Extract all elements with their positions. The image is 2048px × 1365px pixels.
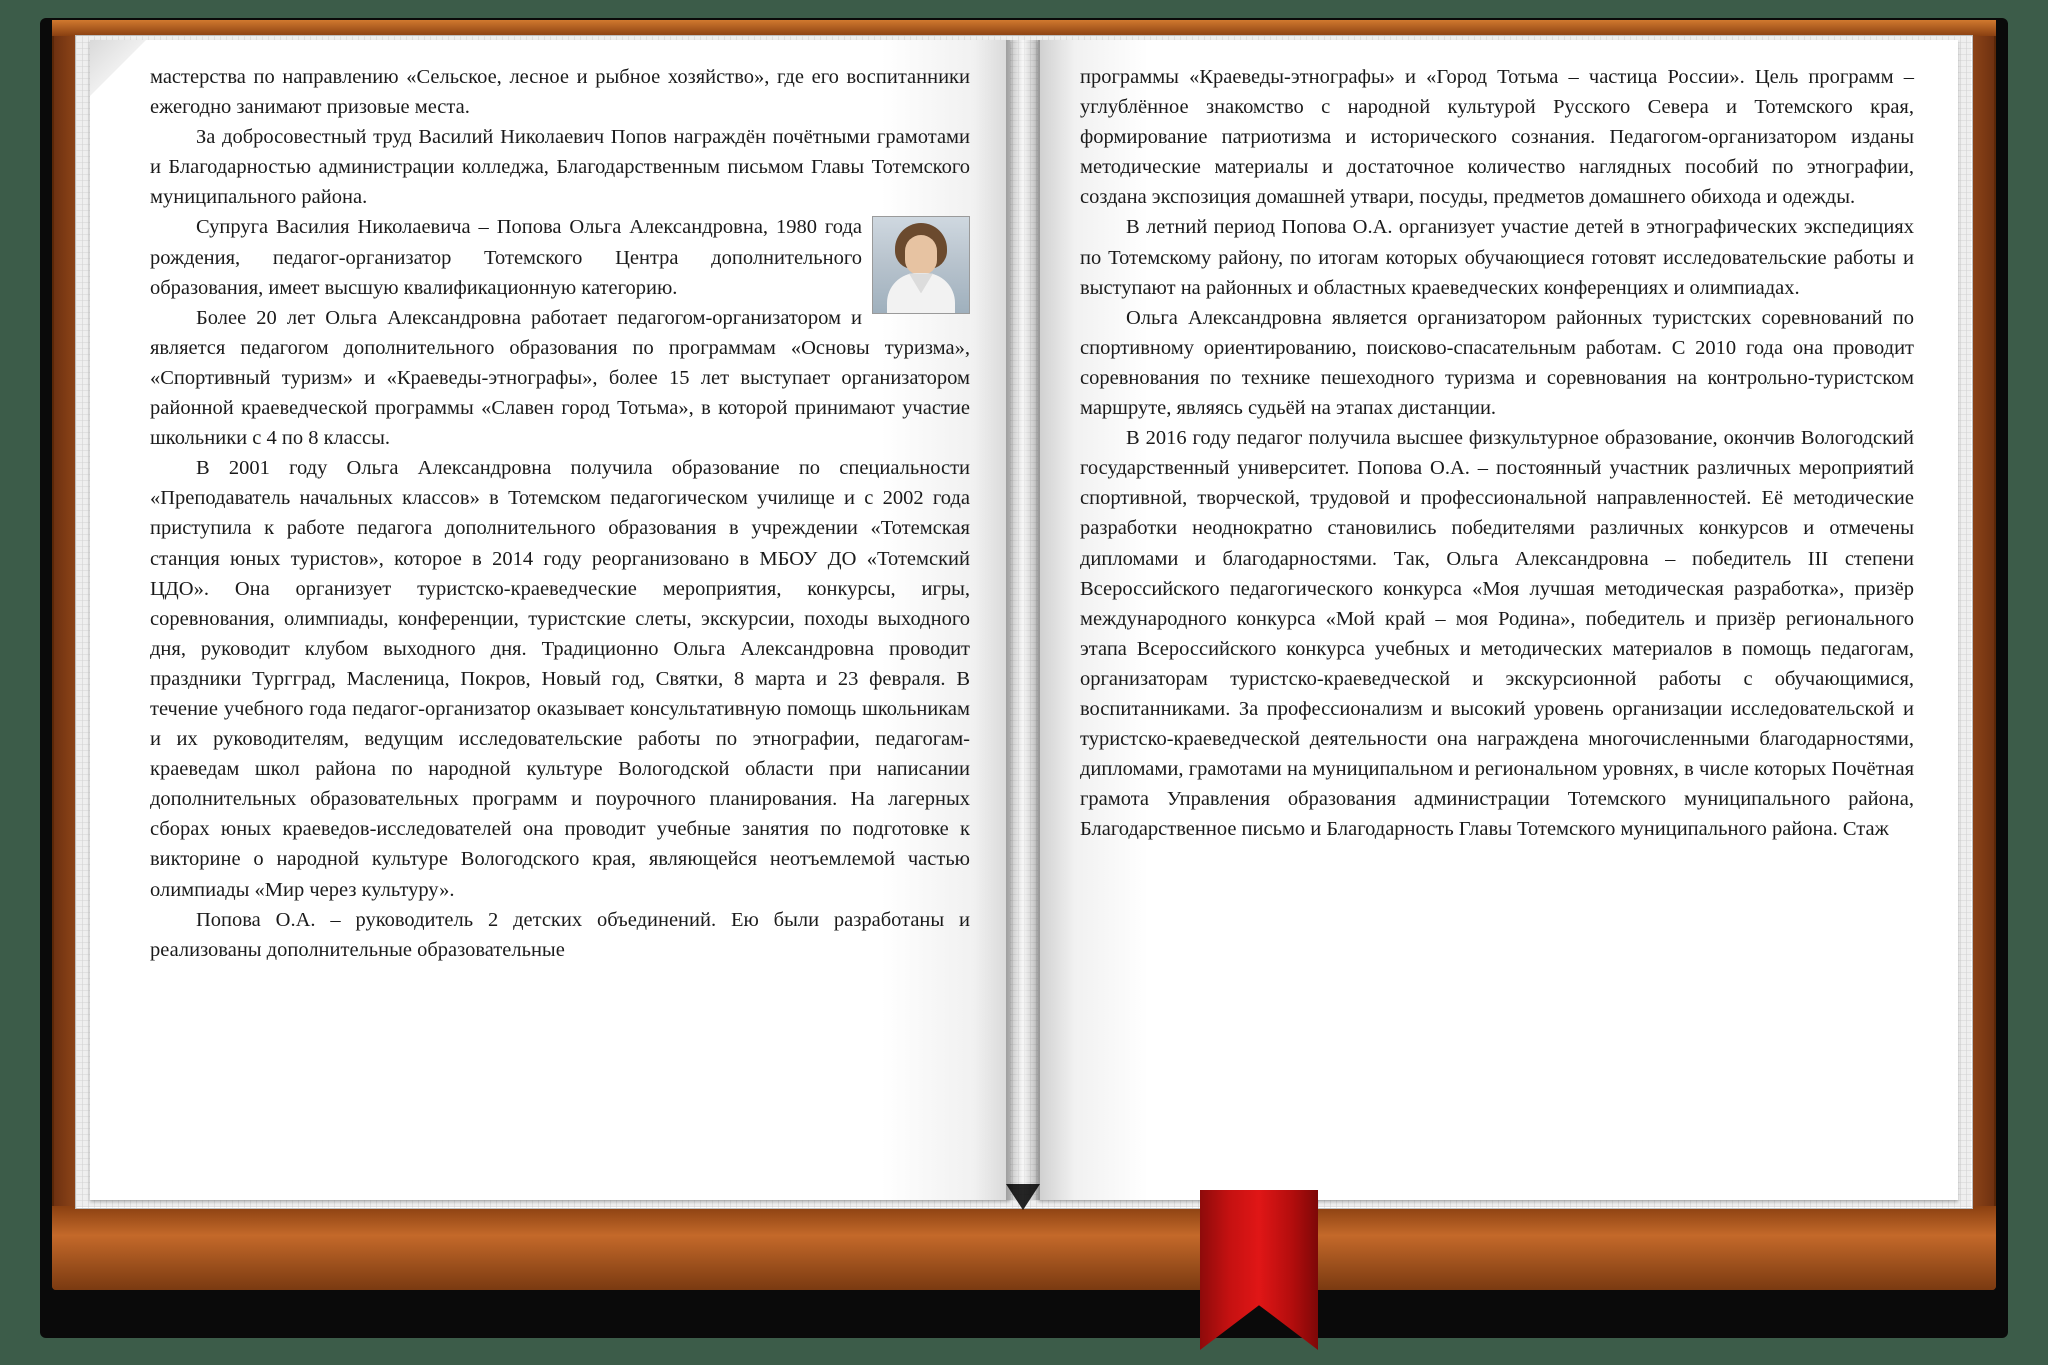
paragraph: Ольга Александровна является организатором районных туристских соревнований по спортивному ориентированию, поисково-спасательным работам. С 2010 года она проводит соревнования по технике пешеходного туризма и соревнования на контрольно-туристском маршруте, являясь судьёй на этапах дистанции.: [1080, 306, 1914, 420]
paragraph: программы «Краеведы-этнографы» и «Город Тотьма – частица России». Цель программ – углублённое знакомство с народной культурой Русского Севера и Тотемского края, формирование патриотизма и исторического сознания. Педагогом-организатором изданы методические материалы и достаточное количество наглядных пособий по этнографии, создана экспозиция домашней утвари, посуды, предметов домашнего обихода и одежды.: [1080, 66, 1914, 209]
paragraph: В 2001 году Ольга Александровна получила образование по специальности «Преподаватель начальных классов» в Тотемском педагогическом училище и с 2002 года приступила к работе педагога дополнительного образования в учреждении «Тотемская станция юных туристов», которое в 2014 году реорганизовано в МБОУ ДО «Тотемский ЦДО». Она организует туристско-краеведческие мероприятия, конкурсы, игры, соревнования, олимпиады, конференции, туристские слеты, экскурсии, походы выходного дня, руководит клубом выходного дня. Традиционно Ольга Александровна проводит праздники Тургград, Масленица, Покров, Новый год, Святки, 8 марта и 23 февраля. В течение учебного года педагог-организатор оказывает консультативную помощь школьникам и их руководителям, ведущим исследовательские работы по этнографии, педагогам-краеведам школ района по народной культуре Вологодской области при написании дополнительных образовательных программ и поурочного планирования. На лагерных сборах юных краеведов-исследователей она проводит учебные занятия по подготовке к викторине о народной культуре Вологодского края, являющейся неотъемлемой частью олимпиады «Мир через культуру».: [150, 457, 970, 901]
cover-top-edge: [52, 20, 1996, 36]
portrait-photo: [872, 216, 970, 314]
paragraph: За добросовестный труд Василий Николаевич Попов награждён почётными грамотами и Благодарностью администрации колледжа, Благодарственным письмом Главы Тотемского муниципального района.: [150, 126, 970, 209]
paragraph: В летний период Попова О.А. организует участие детей в этнографических экспедициях по Тотемскому району, по итогам которых обучающиеся готовят исследовательские работы и выступают на районных и областных краеведческих конференциях и олимпиадах.: [1080, 216, 1914, 299]
right-page-text-column: [1080, 62, 1914, 844]
paragraph: Более 20 лет Ольга Александровна работает педагогом-организатором и является педагогом дополнительного образования по программам «Основы туризма», «Спортивный туризм» и «Краеведы-этнографы», более 15 лет выступает организатором районной краеведческой программы «Славен город Тотьма», в которой принимают участие школьники с 4 по 8 классы.: [150, 306, 970, 450]
right-page[interactable]: [1038, 40, 1958, 1200]
book-spine-gutter: [1006, 40, 1040, 1200]
left-page-text-column: [150, 62, 970, 965]
paragraph: В 2016 году педагог получила высшее физкультурное образование, окончив Вологодский государственный университет. Попова О.А. – постоянный участник различных мероприятий спортивной, творческой, трудовой и профессиональной направленностей. Её методические разработки неоднократно становились победителями различных конкурсов и отмечены дипломами и благодарностями. Так, Ольга Александровна – победитель III степени Всероссийского педагогического конкурса «Моя лучшая методическая разработка», призёр международного конкурса «Мой край – моя Родина», победитель и призёр регионального этапа Всероссийского конкурса учебных и методических материалов в помощь педагогам, организаторам туристско-краеведческой и экскурсионной работы с обучающимися, воспитанниками. За профессионализм и высокий уровень организации исследовательской и туристско-краеведческой деятельности она награждена многочисленными благодарностями, дипломами, грамотами на муниципальном и региональном уровнях, в числе которых Почётная грамота Управления образования администрации Тотемского муниципального района, Благодарственное письмо и Благодарность Главы Тотемского муниципального района. Стаж: [1080, 427, 1914, 841]
paragraph: Супруга Василия Николаевича – Попова Ольга Александровна, 1980 года рождения, педагог-организатор Тотемского Центра дополнительного образования, имеет высшую квалификационную категорию.: [150, 216, 862, 299]
portrait-face: [905, 235, 937, 275]
paragraph: мастерства по направлению «Сельское, лесное и рыбное хозяйство», где его воспитанники ежегодно занимают призовые места.: [150, 66, 970, 119]
left-page[interactable]: [90, 40, 1010, 1200]
paragraph: Попова О.А. – руководитель 2 детских объединений. Ею были разработаны и реализованы дополнительные образовательные: [150, 908, 970, 961]
cover-bottom-edge: [52, 1206, 1996, 1290]
